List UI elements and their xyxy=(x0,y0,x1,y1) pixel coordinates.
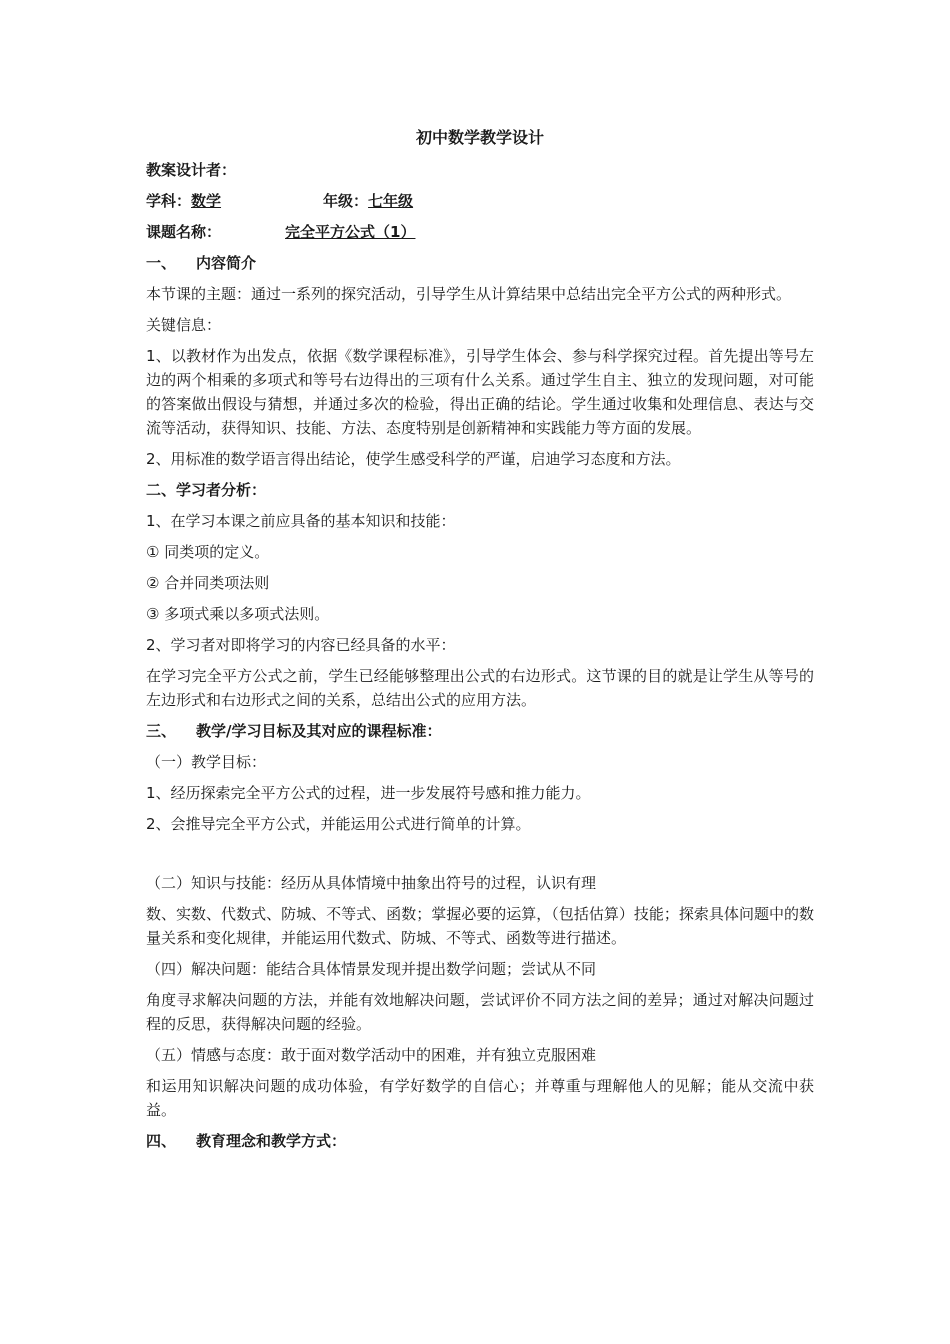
paragraph-problem-solving: 角度寻求解决问题的方法，并能有效地解决问题，尝试评价不同方法之间的差异；通过对解决问题过程的反思，获得解决问题的经验。 xyxy=(146,991,814,1033)
subject-value: 数学 xyxy=(191,192,222,210)
paragraph-key-info-1: 1、以教材作为出发点，依据《数学课程标准》，引导学生体会、参与科学探究过程。首先提出等号左边的两个相乘的多项式和等号右边得出的三项有什么关系。通过学生自主、独立的发现问题，对可能的答案做出假设与猜想，并通过多次的检验，得出正确的结论。学生通过收集和处理信息、表达与交流等活动，获得知识、技能、方法、态度特别是创新精神和实践能力等方面的发展。 xyxy=(146,347,814,437)
paragraph-attitude: 和运用知识解决问题的成功体验，有学好数学的自信心；并尊重与理解他人的见解；能从交流中获益。 xyxy=(146,1077,814,1119)
document-body xyxy=(146,126,814,1160)
topic-row xyxy=(146,220,814,244)
topic-value: 完全平方公式（1） xyxy=(285,223,416,241)
list-item-3: ③ 多项式乘以多项式法则。 xyxy=(146,605,330,623)
goal-item-1: 1、经历探索完全平方公式的过程，进一步发展符号感和推力能力。 xyxy=(146,784,591,802)
subject-grade-row xyxy=(146,189,814,213)
paragraph-knowledge-skills: 数、实数、代数式、防城、不等式、函数；掌握必要的运算，（包括估算）技能；探索具体问题中的数量关系和变化规律，并能运用代数式、防城、不等式、函数等进行描述。 xyxy=(146,905,814,947)
section-4-title: 教育理念和教学方式： xyxy=(196,1132,347,1150)
section-1-title: 内容简介 xyxy=(196,254,257,272)
section-4-number: 四、 xyxy=(146,1132,177,1150)
document-title: 初中数学教学设计 xyxy=(415,128,544,147)
paragraph-learner-level: 2、学习者对即将学习的内容已经具备的水平： xyxy=(146,636,456,654)
section-4-heading xyxy=(146,1129,814,1153)
paragraph-prerequisites: 1、在学习本课之前应具备的基本知识和技能： xyxy=(146,512,456,530)
topic-label: 课题名称： xyxy=(146,223,222,241)
section-3-heading xyxy=(146,719,814,743)
goal-item-2: 2、会推导完全平方公式，并能运用公式进行简单的计算。 xyxy=(146,815,531,833)
section-1-number: 一、 xyxy=(146,254,177,272)
list-item-2: ② 合并同类项法则 xyxy=(146,574,270,592)
section-3-number: 三、 xyxy=(146,722,177,740)
paragraph-attitude-intro: （五）情感与态度：敢于面对数学活动中的困难，并有独立克服困难 xyxy=(146,1046,597,1064)
grade-label: 年级： xyxy=(323,192,369,210)
subject-label: 学科： xyxy=(146,192,192,210)
section-2-heading: 二、学习者分析： xyxy=(146,481,267,499)
paragraph-learner-level-detail: 在学习完全平方公式之前，学生已经能够整理出公式的右边形式。这节课的目的就是让学生从等号的左边形式和右边形式之间的关系，总结出公式的应用方法。 xyxy=(146,667,814,709)
paragraph-teaching-goals: （一）教学目标： xyxy=(146,753,267,771)
topic-value-underline xyxy=(221,223,419,241)
paragraph-key-info-2: 2、用标准的数学语言得出结论，使学生感受科学的严谨，启迪学习态度和方法。 xyxy=(146,450,681,468)
paragraph-knowledge-skills-intro: （二）知识与技能：经历从具体情境中抽象出符号的过程，认识有理 xyxy=(146,874,597,892)
paragraph-theme: 本节课的主题：通过一系列的探究活动，引导学生从计算结果中总结出完全平方公式的两种形式。 xyxy=(146,285,792,303)
grade-value: 七年级 xyxy=(368,192,414,210)
paragraph-key-info-label: 关键信息： xyxy=(146,316,222,334)
section-3-title: 教学/学习目标及其对应的课程标准： xyxy=(196,722,442,740)
paragraph-problem-solving-intro: （四）解决问题：能结合具体情景发现并提出数学问题；尝试从不同 xyxy=(146,960,597,978)
designer-label: 教案设计者： xyxy=(146,161,237,179)
list-item-1: ① 同类项的定义。 xyxy=(146,543,270,561)
section-1-heading xyxy=(146,251,814,275)
